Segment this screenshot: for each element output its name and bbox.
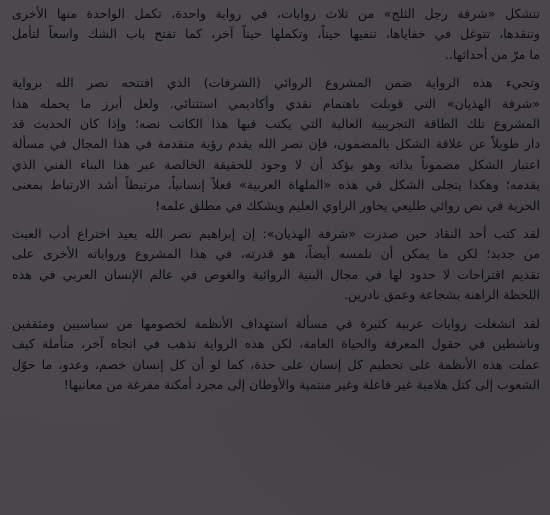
text-line: يقدمه؛ وهكذا يتجلى الشكل في هذه «الملهاة العربية» فعلاً إنسانياً، مرتبطاً أشد الارتباط بمعنى: [12, 177, 540, 193]
text-line: «شرفة الهذيان» التي قوبلت باهتمام نقدي وأكاديمي استثنائي. ولعل أبرز ما يحمله هذا: [12, 95, 540, 111]
paragraph-spacer: [12, 65, 540, 73]
paragraph-spacer: [12, 306, 540, 314]
text-line: من جديد؛ لكن ما يمكن أن نلمسه أيضاً، هو قدرته، في هذا المشروع ورواياته الأخرى على: [12, 246, 540, 262]
text-line: تتشكل «شرفة رجل الثلج» من ثلاث روايات، في رواية واحدة، تكمل الواحدة منها الأخرى: [12, 6, 540, 21]
paragraph-critics: [12, 224, 540, 306]
text-line: وتجيء هذه الرواية ضمن المشروع الروائي (الشرفات) الذي افتتحه نصر الله برواية: [12, 75, 540, 91]
paragraph-intro: [12, 4, 540, 65]
text-line: الحرية في نص روائي طليعي يحاور الراوي العليم ويشكك في مطلق علمه!: [155, 197, 540, 213]
text-line: دار طويلاً عن علاقة الشكل بالمضمون، فإن نصر الله يقدم رؤية متقدمة في هذا المجال في مسألة: [12, 136, 540, 152]
text-line: تقديم اقتراحات لا حدود لها في مجال البنية الروائية والغوص في عالم الإنسان العربي في هذه: [12, 266, 540, 282]
text-line: عملت هذه الأنظمة على تحطيم كل إنسان على حدة، كما لو أن كل إنسان خصم، وعدو، ما حوّل: [12, 356, 540, 372]
text-line: وناشطين في حقول المعرفة والحياة العامة، لكن هذه الرواية تذهب في اتجاه آخر، متأملة كيف: [12, 336, 540, 352]
paragraph-regimes: [12, 314, 540, 396]
text-line: لقد انشغلت روايات عربية كثيرة في مسألة استهداف الأنظمة لخصومها من سياسيين ومثقفين: [12, 315, 540, 331]
paragraph-project: [12, 73, 540, 216]
text-line: لقد كتب أحد النقاد حين صدرت «شرفة الهذيان»: إن إبراهيم نصر الله يعيد اختراع أدب العبث: [12, 226, 540, 242]
text-line: اللحظة الراهنة بشجاعة وعمق نادرين.: [343, 287, 540, 303]
paragraph-spacer: [12, 216, 540, 224]
text-line: اعتبار الشكل مضموناً بذاته وهو يؤكد أن لا وجود للحقيقة الخالصة عبر هذا البناء الفني الذي: [12, 156, 540, 172]
text-line: المشروع تلك الطاقة التجريبية العالية التي يكتب فيها هذا الكاتب نصه؛ وإذا كان الحديث قد: [12, 116, 540, 132]
text-line: وتنقدها، تتوغل في خفاياها، تنفيها حيناً، وتكملها حيناً آخر، كما تفتح باب الشك واسعاً لتأمل: [12, 26, 540, 42]
text-line: ما مرّ من أحداثها..: [444, 46, 540, 62]
text-line: الشعوب إلى كتل هلامية غير فاعلة وغير منتمية والأوطان إلى مجرد أمكنة مفرغة من معانيها!: [63, 376, 540, 392]
